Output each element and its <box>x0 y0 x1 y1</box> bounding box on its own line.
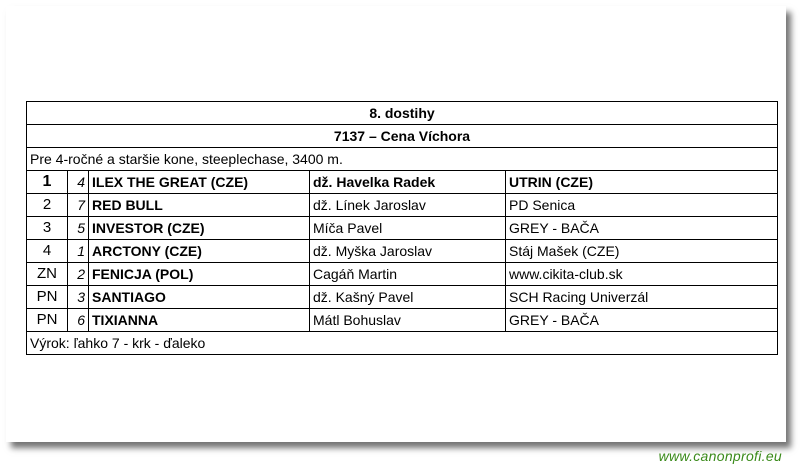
result-owner: GREY - BAČA <box>506 309 778 332</box>
result-owner: UTRIN (CZE) <box>506 171 778 194</box>
result-place: ZN <box>27 263 68 286</box>
race-conditions: Pre 4-ročné a staršie kone, steeplechase, 3400 m. <box>27 148 778 171</box>
watermark-text: www.canonprofi.eu <box>658 448 782 464</box>
result-jockey: dž. Línek Jaroslav <box>310 194 506 217</box>
table-row <box>27 263 778 286</box>
race-title: 8. dostihy <box>27 102 778 125</box>
race-verdict: Výrok: ľahko 7 - krk - ďaleko <box>27 332 778 355</box>
result-owner: GREY - BAČA <box>506 217 778 240</box>
result-number: 5 <box>68 217 89 240</box>
result-horse: SANTIAGO <box>89 286 310 309</box>
race-subtitle: 7137 – Cena Víchora <box>27 125 778 148</box>
result-number: 1 <box>68 240 89 263</box>
table-row <box>27 309 778 332</box>
result-owner: www.cikita-club.sk <box>506 263 778 286</box>
result-jockey: Míča Pavel <box>310 217 506 240</box>
race-conditions-row <box>27 148 778 171</box>
table-row <box>27 286 778 309</box>
table-row <box>27 194 778 217</box>
result-number: 7 <box>68 194 89 217</box>
result-number: 2 <box>68 263 89 286</box>
result-jockey: dž. Havelka Radek <box>310 171 506 194</box>
result-jockey: Mátl Bohuslav <box>310 309 506 332</box>
result-horse: TIXIANNA <box>89 309 310 332</box>
result-owner: PD Senica <box>506 194 778 217</box>
result-jockey: dž. Kašný Pavel <box>310 286 506 309</box>
result-place: 4 <box>27 240 68 263</box>
result-jockey: dž. Myška Jaroslav <box>310 240 506 263</box>
result-number: 4 <box>68 171 89 194</box>
result-jockey: Cagáň Martin <box>310 263 506 286</box>
table-row <box>27 240 778 263</box>
result-horse: INVESTOR (CZE) <box>89 217 310 240</box>
result-number: 6 <box>68 309 89 332</box>
result-owner: Stáj Mašek (CZE) <box>506 240 778 263</box>
result-horse: FENICJA (POL) <box>89 263 310 286</box>
race-results-table <box>26 101 778 355</box>
result-place: PN <box>27 309 68 332</box>
result-horse: RED BULL <box>89 194 310 217</box>
result-horse: ILEX THE GREAT (CZE) <box>89 171 310 194</box>
table-row <box>27 217 778 240</box>
result-number: 3 <box>68 286 89 309</box>
result-place: 2 <box>27 194 68 217</box>
result-place: 1 <box>27 171 68 194</box>
result-horse: ARCTONY (CZE) <box>89 240 310 263</box>
race-subtitle-row <box>27 125 778 148</box>
result-owner: SCH Racing Univerzál <box>506 286 778 309</box>
race-verdict-row <box>27 332 778 355</box>
race-title-row <box>27 102 778 125</box>
result-place: PN <box>27 286 68 309</box>
table-row <box>27 171 778 194</box>
result-place: 3 <box>27 217 68 240</box>
